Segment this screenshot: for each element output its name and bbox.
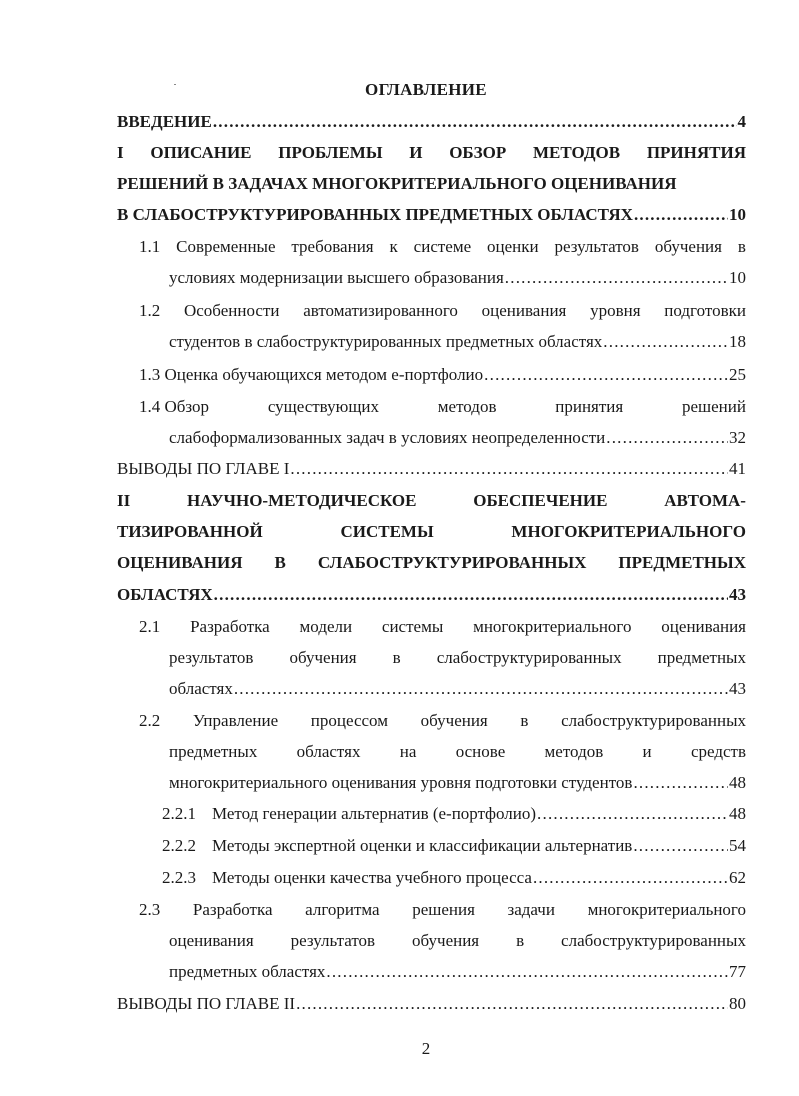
toc-page: 10 — [729, 205, 746, 224]
word: существующих — [267, 397, 380, 416]
toc-entry-1-1-line1[interactable] — [139, 236, 746, 258]
toc-page: 32 — [729, 428, 746, 447]
word: СИСТЕМЫ — [340, 522, 434, 541]
word: многокритериального — [473, 617, 632, 636]
toc-page: 54 — [729, 836, 746, 855]
toc-leader — [296, 993, 728, 1015]
word: методов — [544, 742, 604, 761]
word: результатов — [554, 237, 639, 256]
toc-entry-2-2-3[interactable] — [162, 867, 746, 889]
toc-label: 1.3 Оценка обучающихся методом е-портфолио — [139, 365, 484, 384]
word: ОБЕСПЕЧЕНИЕ — [473, 491, 608, 510]
word: Современные — [176, 237, 276, 256]
toc-entry-1-1-line2[interactable] — [169, 267, 746, 289]
word: В — [274, 553, 286, 572]
word: к — [389, 237, 398, 256]
word: I — [117, 143, 124, 162]
word: многокритериального — [587, 900, 746, 919]
toc-entry-ch2-line1[interactable] — [117, 490, 746, 512]
word: результатов — [290, 931, 376, 950]
word: ПРИНЯТИЯ — [646, 143, 746, 162]
word: Особенности — [183, 301, 280, 320]
word: слабоструктурированных — [436, 648, 622, 667]
word: Управление — [192, 711, 279, 730]
toc-leader — [633, 835, 728, 857]
word: ПРЕДМЕТНЫХ — [618, 553, 746, 572]
word: 1.2 — [139, 301, 161, 320]
toc-entry-2-2-1[interactable] — [162, 803, 746, 825]
word: ПРОБЛЕМЫ — [278, 143, 383, 162]
toc-entry-1-2-line2[interactable] — [169, 331, 746, 353]
word: в — [737, 237, 746, 256]
page-number: 2 — [421, 1039, 431, 1058]
word: средств — [690, 742, 746, 761]
word: МНОГОКРИТЕРИАЛЬНОГО — [511, 522, 746, 541]
word: алгоритма — [305, 900, 380, 919]
word: основе — [455, 742, 506, 761]
toc-leader — [533, 867, 728, 889]
word: обучения — [412, 931, 480, 950]
toc-page: 10 — [729, 268, 746, 287]
toc-label: слабоформализованных задач в условиях неопределенности — [169, 428, 606, 447]
word: системе — [413, 237, 472, 256]
word: слабоструктурированных — [561, 711, 746, 730]
word: ОБЗОР — [449, 143, 507, 162]
toc-label: предметных областях — [169, 962, 326, 981]
toc-label: областях — [169, 679, 233, 698]
toc-entry-2-2-2[interactable] — [162, 835, 746, 857]
toc-leader — [633, 772, 728, 794]
toc-entry-2-1-line1[interactable] — [139, 616, 746, 638]
word: предметных — [169, 742, 258, 761]
toc-page: 41 — [729, 459, 746, 478]
word: решения — [412, 900, 475, 919]
toc-page: 80 — [729, 994, 746, 1013]
word: СЛАБОСТРУКТУРИРОВАННЫХ — [317, 553, 587, 572]
word: оценивания — [481, 301, 567, 320]
toc-label: условиях модернизации высшего образования — [169, 268, 504, 287]
word: в — [520, 711, 529, 730]
word: 1.4 Обзор — [139, 397, 210, 416]
toc-leader — [326, 961, 728, 983]
toc-label: многокритериального оценивания уровня подготовки студентов — [169, 773, 633, 792]
toc-entry-2-1-line2[interactable] — [169, 647, 746, 669]
toc-entry-conclusions-1[interactable] — [117, 458, 746, 480]
toc-entry-2-3-line1[interactable] — [139, 899, 746, 921]
toc-page: 48 — [729, 804, 746, 823]
word: Разработка — [192, 900, 273, 919]
word: системы — [381, 617, 444, 636]
toc-label: Метод генерации альтернатив (е-портфолио) — [212, 804, 537, 823]
word: 2.2 — [139, 711, 161, 730]
toc-label: ВЫВОДЫ ПО ГЛАВЕ I — [117, 459, 290, 478]
toc-page: 25 — [729, 365, 746, 384]
word: НАУЧНО-МЕТОДИЧЕСКОЕ — [187, 491, 417, 510]
word: обучения — [289, 648, 357, 667]
toc-leader — [606, 427, 728, 449]
toc-entry-1-4-line1[interactable] — [139, 396, 746, 418]
word: ОПИСАНИЕ — [150, 143, 252, 162]
toc-entry-conclusions-2[interactable] — [117, 993, 746, 1015]
word: оценки — [487, 237, 539, 256]
word: в — [516, 931, 525, 950]
word: автоматизированного — [303, 301, 458, 320]
word: подготовки — [664, 301, 746, 320]
toc-entry-ch2-line2[interactable] — [117, 521, 746, 543]
toc-page: 4 — [737, 112, 746, 131]
word: 2.1 — [139, 617, 161, 636]
word: АВТОМА- — [664, 491, 746, 510]
word: требования — [291, 237, 374, 256]
word: процессом — [310, 711, 388, 730]
toc-label: Методы оценки качества учебного процесса — [212, 868, 532, 887]
word: в — [392, 648, 401, 667]
toc-label: студентов в слабоструктурированных предметных областях — [169, 332, 603, 351]
toc-leader — [603, 331, 728, 353]
toc-leader — [484, 364, 728, 386]
word: ТИЗИРОВАННОЙ — [117, 522, 263, 541]
toc-entry-ch1-line2[interactable]: РЕШЕНИЙ В ЗАДАЧАХ МНОГОКРИТЕРИАЛЬНОГО ОЦЕНИВАНИЯ — [117, 174, 677, 193]
word: оценивания — [169, 931, 254, 950]
toc-leader — [634, 204, 728, 226]
word: на — [399, 742, 417, 761]
word: задачи — [507, 900, 555, 919]
word: оценивания — [661, 617, 746, 636]
word: II — [117, 491, 131, 510]
toc-entry-2-1-line3[interactable] — [169, 678, 746, 700]
toc-entry-1-3[interactable] — [139, 364, 746, 386]
toc-number: 2.2.1 — [162, 804, 196, 823]
toc-leader — [505, 267, 728, 289]
toc-entry-2-3-line3[interactable] — [169, 961, 746, 983]
toc-entry-2-2-line2[interactable] — [169, 741, 746, 763]
toc-leader — [234, 678, 728, 700]
toc-entry-2-2-line3[interactable] — [169, 772, 746, 794]
word: и — [642, 742, 652, 761]
word: МЕТОДОВ — [532, 143, 621, 162]
toc-entry-intro[interactable] — [117, 111, 746, 133]
toc-label: ОБЛАСТЯХ — [117, 585, 213, 604]
toc-number: 2.2.2 — [162, 836, 196, 855]
toc-label: ВЫВОДЫ ПО ГЛАВЕ II — [117, 994, 296, 1013]
toc-entry-ch2-line3[interactable] — [117, 552, 746, 574]
toc-entry-ch1-line3[interactable] — [117, 204, 746, 226]
toc-page: 48 — [729, 773, 746, 792]
toc-entry-ch1-line1[interactable] — [117, 142, 746, 164]
toc-page: 43 — [729, 679, 746, 698]
toc-entry-2-2-line1[interactable] — [139, 710, 746, 732]
page-title: ОГЛАВЛЕНИЕ — [365, 80, 487, 99]
word: уровня — [590, 301, 641, 320]
toc-leader — [537, 803, 728, 825]
word: обучения — [420, 711, 488, 730]
word: Разработка — [190, 617, 270, 636]
toc-page: 77 — [729, 962, 746, 981]
word: областях — [296, 742, 361, 761]
word: ОЦЕНИВАНИЯ — [117, 553, 243, 572]
word: 2.3 — [139, 900, 161, 919]
toc-leader — [214, 584, 728, 606]
toc-label: ВВЕДЕНИЕ — [117, 112, 212, 131]
word: методов — [437, 397, 497, 416]
word: решений — [681, 397, 746, 416]
toc-page: 62 — [729, 868, 746, 887]
toc-page: 43 — [729, 585, 746, 604]
toc-leader — [290, 458, 728, 480]
toc-label: Методы экспертной оценки и классификации альтернатив — [212, 836, 633, 855]
toc-entry-2-3-line2[interactable] — [169, 930, 746, 952]
toc-entry-1-2-line1[interactable] — [139, 300, 746, 322]
toc-entry-1-4-line2[interactable] — [169, 427, 746, 449]
toc-label: В СЛАБОСТРУКТУРИРОВАННЫХ ПРЕДМЕТНЫХ ОБЛАСТЯХ — [117, 205, 633, 224]
toc-entry-ch2-line4[interactable] — [117, 584, 746, 606]
word: слабоструктурированных — [561, 931, 746, 950]
word: принятия — [555, 397, 624, 416]
word: И — [409, 143, 423, 162]
word: модели — [299, 617, 353, 636]
word: результатов — [169, 648, 254, 667]
toc-number: 2.2.3 — [162, 868, 196, 887]
word: 1.1 — [139, 237, 161, 256]
toc-leader — [213, 111, 737, 133]
word: обучения — [654, 237, 722, 256]
word: предметных — [657, 648, 746, 667]
toc-page: 18 — [729, 332, 746, 351]
